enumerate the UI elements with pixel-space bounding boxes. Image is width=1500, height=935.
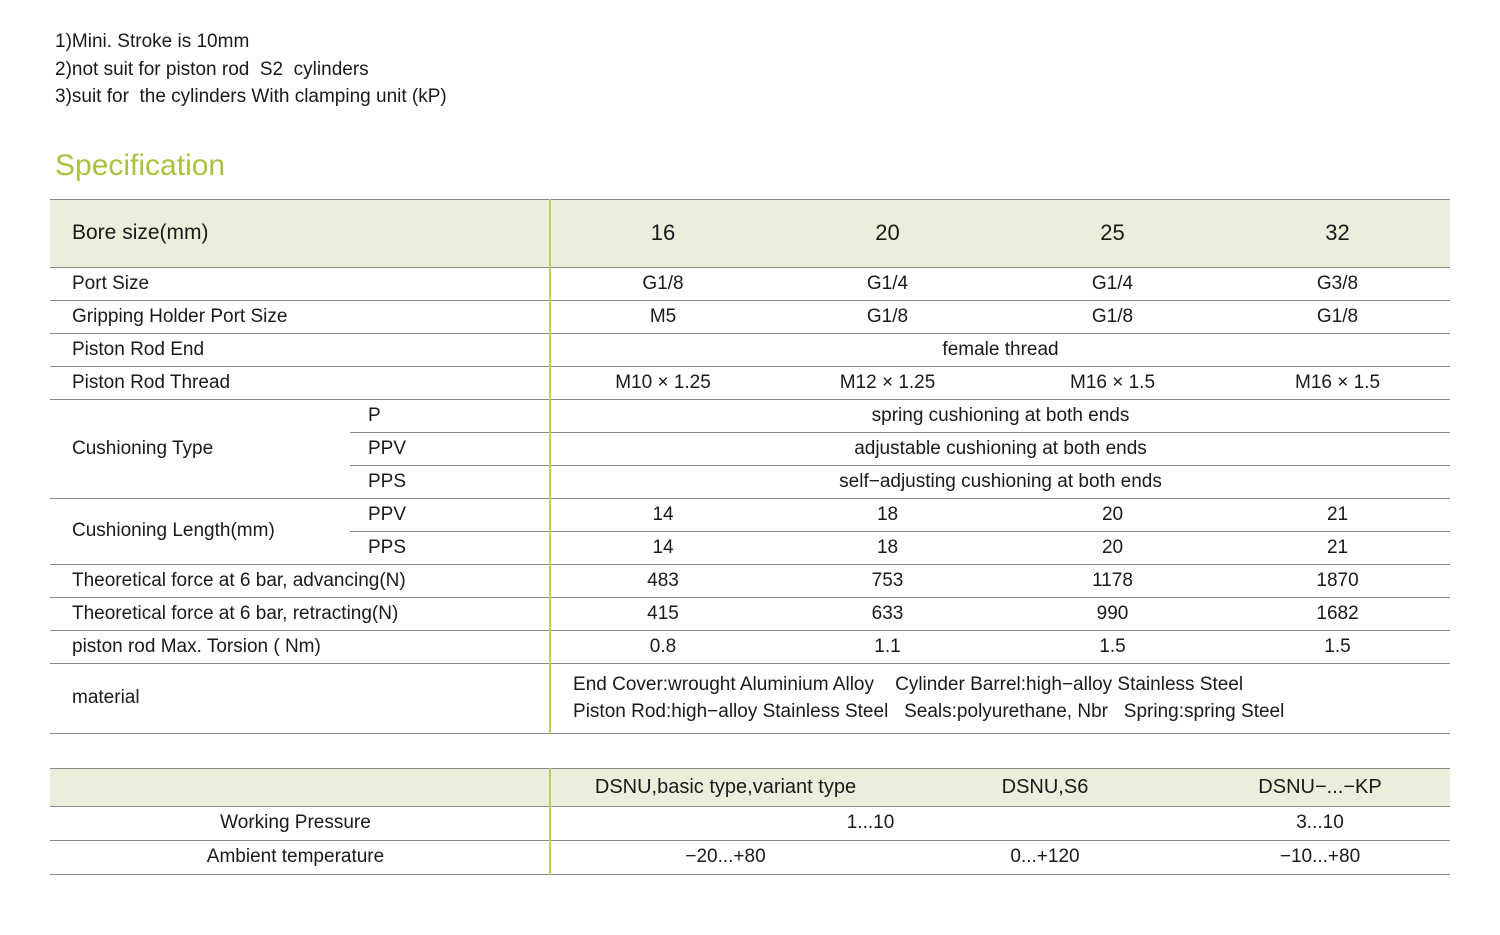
pressure-header-kp: DSNU−...−KP: [1190, 768, 1450, 806]
table-row: [50, 498, 1450, 531]
cell-gripping-32: G1/8: [1225, 300, 1450, 333]
cell-material: [550, 663, 1450, 733]
cell-thread-16: M10 × 1.25: [550, 366, 775, 399]
table-row: [50, 630, 1450, 663]
header-col-32: 32: [1225, 199, 1450, 267]
cell-force-adv-16: 483: [550, 564, 775, 597]
row-label-max-torsion: piston rod Max. Torsion ( Nm): [50, 630, 550, 663]
header-col-16: 16: [550, 199, 775, 267]
pressure-header-empty: [50, 768, 550, 806]
cell-length-ppv-20: 18: [775, 498, 1000, 531]
cell-port-size-20: G1/4: [775, 267, 1000, 300]
cell-gripping-16: M5: [550, 300, 775, 333]
header-col-20: 20: [775, 199, 1000, 267]
cell-length-pps-20: 18: [775, 531, 1000, 564]
row-label-gripping-holder-port-size: Gripping Holder Port Size: [50, 300, 550, 333]
pressure-header-row: [50, 768, 1450, 806]
cell-ambient-s6: 0...+120: [900, 840, 1190, 874]
cell-thread-32: M16 × 1.5: [1225, 366, 1450, 399]
table-row: [50, 663, 1450, 733]
cell-thread-25: M16 × 1.5: [1000, 366, 1225, 399]
cell-force-adv-32: 1870: [1225, 564, 1450, 597]
cell-length-ppv-16: 14: [550, 498, 775, 531]
row-label-material: material: [50, 663, 550, 733]
cell-port-size-25: G1/4: [1000, 267, 1225, 300]
cell-gripping-20: G1/8: [775, 300, 1000, 333]
subrow-label-length-ppv: PPV: [350, 498, 550, 531]
cell-length-pps-25: 20: [1000, 531, 1225, 564]
section-title: Specification: [55, 148, 226, 182]
subrow-label-ppv: PPV: [350, 432, 550, 465]
table-row: [50, 399, 1450, 432]
header-col-25: 25: [1000, 199, 1225, 267]
cell-length-pps-32: 21: [1225, 531, 1450, 564]
header-label: Bore size(mm): [50, 199, 550, 267]
row-label-piston-rod-end: Piston Rod End: [50, 333, 550, 366]
pressure-header-basic: DSNU,basic type,variant type: [550, 768, 900, 806]
note-3: 3)suit for the cylinders With clamping unit (kP): [55, 86, 447, 108]
cell-torsion-20: 1.1: [775, 630, 1000, 663]
row-label-piston-rod-thread: Piston Rod Thread: [50, 366, 550, 399]
cell-torsion-16: 0.8: [550, 630, 775, 663]
table-row: [50, 300, 1450, 333]
specification-table: [50, 199, 1450, 734]
table-header-row: [50, 199, 1450, 267]
row-label-force-retracting: Theoretical force at 6 bar, retracting(N): [50, 597, 550, 630]
cell-cushioning-type-pps: self−adjusting cushioning at both ends: [550, 465, 1450, 498]
note-2: 2)not suit for piston rod S2 cylinders: [55, 58, 369, 80]
subrow-label-p: P: [350, 399, 550, 432]
table-row: [50, 267, 1450, 300]
row-label-ambient-temperature: Ambient temperature: [50, 840, 550, 874]
subrow-label-pps: PPS: [350, 465, 550, 498]
table-row: [50, 597, 1450, 630]
subrow-label-length-pps: PPS: [350, 531, 550, 564]
cell-torsion-25: 1.5: [1000, 630, 1225, 663]
row-label-force-advancing: Theoretical force at 6 bar, advancing(N): [50, 564, 550, 597]
cell-force-ret-20: 633: [775, 597, 1000, 630]
cell-piston-rod-end-span: female thread: [550, 333, 1450, 366]
table-row: [50, 840, 1450, 874]
cell-gripping-25: G1/8: [1000, 300, 1225, 333]
cell-port-size-16: G1/8: [550, 267, 775, 300]
row-label-cushioning-length: Cushioning Length(mm): [50, 498, 350, 564]
cell-port-size-32: G3/8: [1225, 267, 1450, 300]
cell-cushioning-type-p: spring cushioning at both ends: [550, 399, 1450, 432]
pressure-table: [50, 768, 1450, 875]
table-row: [50, 806, 1450, 840]
cell-ambient-basic: −20...+80: [550, 840, 900, 874]
material-line-1: End Cover:wrought Aluminium Alloy Cylinder Barrel:high−alloy Stainless Steel: [573, 673, 1244, 695]
cell-working-pressure-kp: 3...10: [1190, 806, 1450, 840]
cell-cushioning-type-ppv: adjustable cushioning at both ends: [550, 432, 1450, 465]
cell-working-pressure-merged: 1...10: [550, 806, 1190, 840]
cell-length-ppv-25: 20: [1000, 498, 1225, 531]
material-line-2: Piston Rod:high−alloy Stainless Steel Seals:polyurethane, Nbr Spring:spring Steel: [573, 701, 1285, 723]
cell-force-adv-20: 753: [775, 564, 1000, 597]
cell-thread-20: M12 × 1.25: [775, 366, 1000, 399]
cell-length-pps-16: 14: [550, 531, 775, 564]
row-label-working-pressure: Working Pressure: [50, 806, 550, 840]
cell-length-ppv-32: 21: [1225, 498, 1450, 531]
cell-ambient-kp: −10...+80: [1190, 840, 1450, 874]
pressure-header-s6: DSNU,S6: [900, 768, 1190, 806]
row-label-cushioning-type: Cushioning Type: [50, 399, 350, 498]
cell-force-adv-25: 1178: [1000, 564, 1225, 597]
cell-force-ret-25: 990: [1000, 597, 1225, 630]
cell-force-ret-16: 415: [550, 597, 775, 630]
table-row: [50, 333, 1450, 366]
cell-force-ret-32: 1682: [1225, 597, 1450, 630]
notes-block: [55, 28, 1450, 111]
cell-torsion-32: 1.5: [1225, 630, 1450, 663]
table-row: [50, 564, 1450, 597]
table-row: [50, 366, 1450, 399]
note-1: 1)Mini. Stroke is 10mm: [55, 31, 250, 52]
row-label-port-size: Port Size: [50, 267, 550, 300]
